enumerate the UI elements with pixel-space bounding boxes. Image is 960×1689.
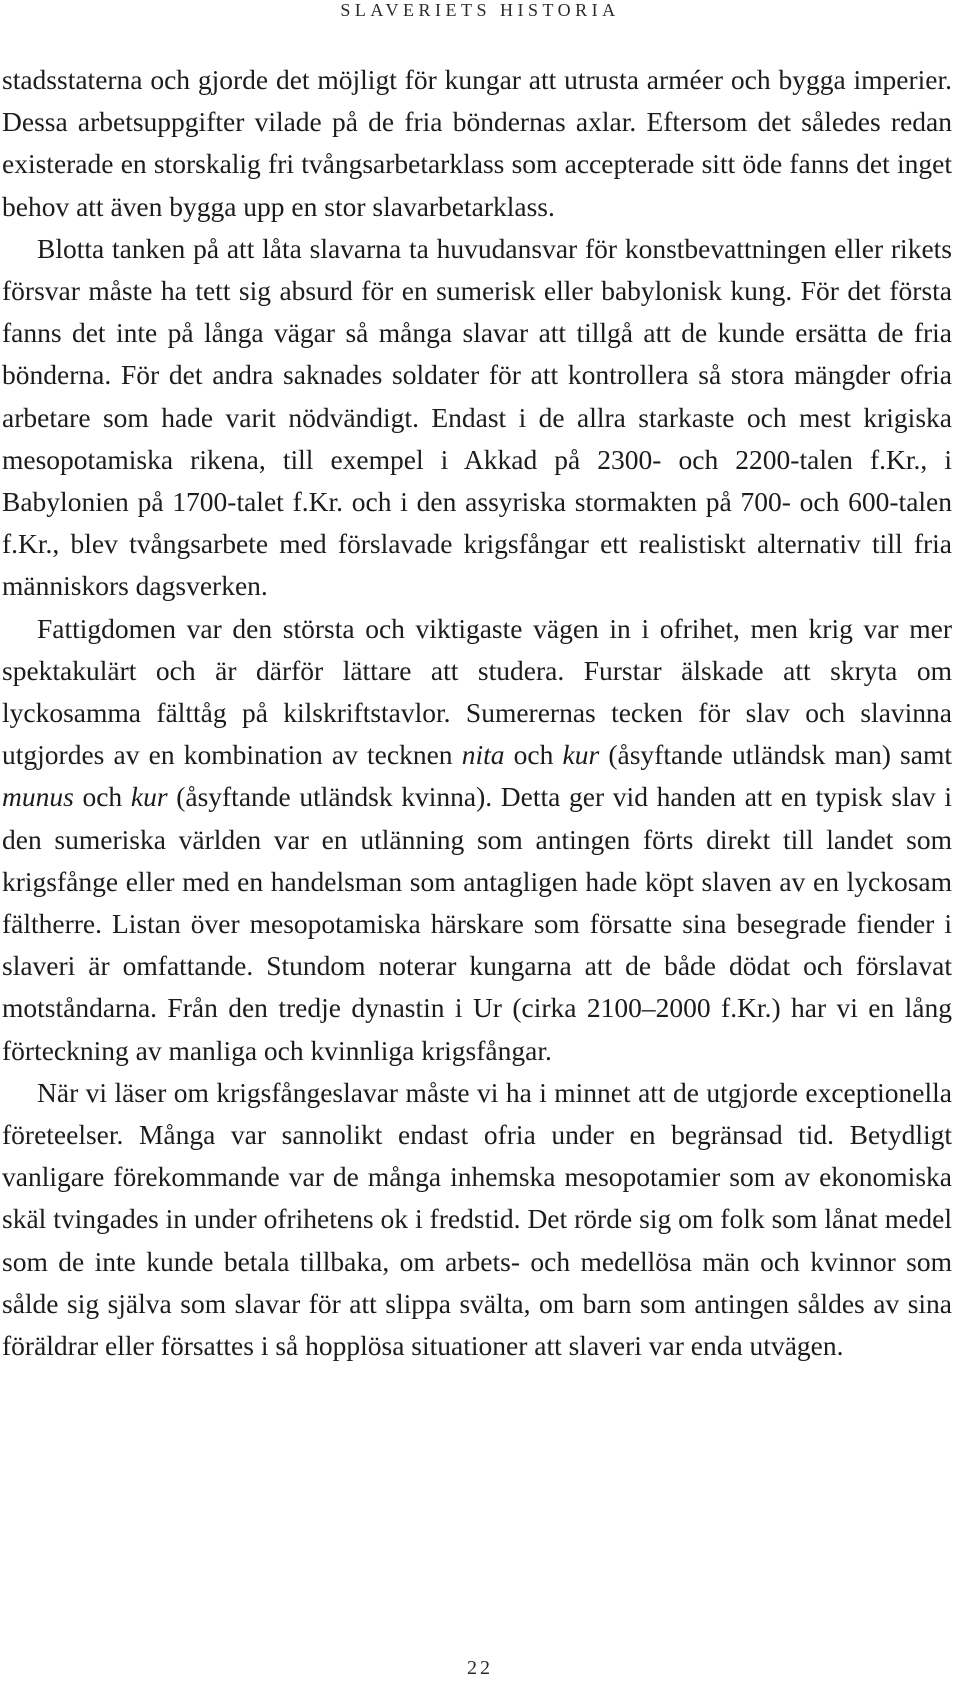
text-run: (åsyftande utländsk man) samt [599,739,952,771]
text-run: (åsyftande utländsk kvinna). Detta ger vid handen att en typisk slav i den sumeriska världen var en utlänning som antingen förts direkt till landet som krigsfånge eller med en handelsman som antagligen hade köpt slaven av en lyckosam fältherre. Listan över mesopotamiska härskare som försatte sina besegrade fiender i slaveri är omfattande. Stundom noterar kungarna att de både dödat och förslavat motståndarna. Från den tredje dynastin i Ur (cirka 2100–2000 f.Kr.) har vi en lång förteckning av manliga och kvinnliga krigsfångar. [2,781,952,1066]
text-run: stadsstaterna och gjorde det möjligt för kungar att utrusta arméer och bygga imperier. Dessa arbetsuppgifter vilade på de fria böndernas axlar. Eftersom det således redan existerade en storskalig fri tvångsarbetarklass som accepterade sitt öde fanns det inget behov att även bygga upp en stor slavarbetarklass. [2,64,952,222]
text-run: När vi läser om krigsfångeslavar måste vi ha i minnet att de utgjorde exceptionella företeelser. Många var sannolikt endast ofria under en begränsad tid. Betydligt vanligare förekommande var de många inhemska mesopotamier som av ekonomiska skäl tvingades in under ofrihetens ok i fredstid. Det rörde sig om folk som lånat medel som de inte kunde betala tillbaka, om arbets- och medellösa män och kvinnor som sålde sig själva som slavar för att slippa svälta, om barn som antingen såldes av sina föräldrar eller försattes i så hopplösa situationer att slaveri var enda utvägen. [2,1076,952,1362]
italic-term: nita [461,739,505,771]
text-run: och [73,781,131,813]
italic-term: kur [562,739,600,771]
paragraph [2,608,952,1072]
text-run: och [504,739,563,771]
body-text [2,59,952,1367]
running-head: SLAVERIETS HISTORIA [340,0,620,20]
page-number: 22 [467,1657,493,1679]
paragraph [2,1072,952,1367]
text-run: Blotta tanken på att låta slavarna ta huvudansvar för konstbevattningen eller rikets försvar måste ha tett sig absurd för en sumerisk eller babylonisk kung. För det första fanns det inte på långa vägar så många slavar att tillgå att de kunde ersätta de fria bönderna. För det andra saknades soldater för att kontrollera så stora mängder ofria arbetare som hade varit nödvändigt. Endast i de allra starkaste och mest krigiska mesopotamiska rikena, till exempel i Akkad på 2300- och 2200-talen f.Kr., i Babylonien på 1700-talet f.Kr. och i den assyriska stormakten på 700- och 600-talen f.Kr., blev tvångsarbete med förslavade krigsfångar ett realistiskt alternativ till fria människors dagsverken. [2,232,952,602]
italic-term: munus [2,781,74,813]
text-run: Fattigdomen var den största och viktigaste vägen in i ofrihet, men krig var mer spektakulärt och är därför lättare att studera. Furstar älskade att skryta om lyckosamma fälttåg på kilskriftstavlor. Sumerernas tecken för slav och slavinna utgjordes av en kombination av tecknen [2,612,952,771]
paragraph [2,59,952,228]
paragraph [2,228,952,608]
italic-term: kur [130,781,168,813]
